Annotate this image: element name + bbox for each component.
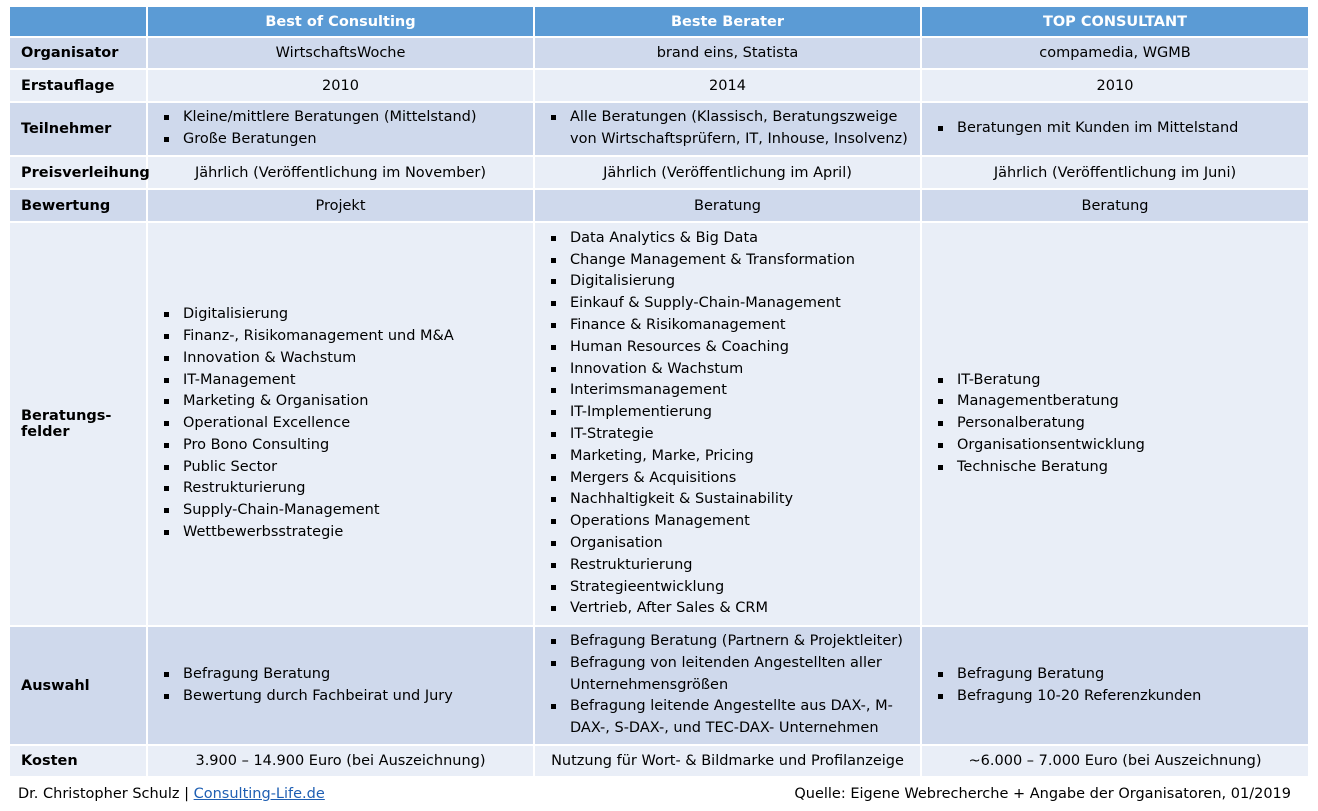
bullet-list [933, 370, 1297, 479]
row-label: Teilnehmer [9, 102, 147, 156]
row-preisverleihung [9, 156, 1309, 189]
cell: 3.900 – 14.900 Euro (bei Auszeichnung) [147, 745, 534, 777]
cell: Beratung [921, 189, 1309, 222]
list-item: Restrukturierung [183, 478, 522, 500]
row-bewertung [9, 189, 1309, 222]
cell: 2010 [147, 69, 534, 102]
list-item: IT-Strategie [570, 424, 909, 446]
list-item: Alle Beratungen (Klassisch, Beratungszweige von Wirtschaftsprüfern, IT, Inhouse, Insolvenz) [570, 107, 909, 151]
list-item: Supply-Chain-Management [183, 500, 522, 522]
list-item: Mergers & Acquisitions [570, 468, 909, 490]
bullet-list [933, 118, 1297, 140]
author-name: Dr. Christopher Schulz | [18, 786, 190, 802]
cell: Projekt [147, 189, 534, 222]
cell [921, 102, 1309, 156]
row-auswahl [9, 626, 1309, 745]
row-kosten [9, 745, 1309, 777]
cell: 2010 [921, 69, 1309, 102]
footer-source: Quelle: Eigene Webrecherche + Angabe der Organisatoren, 01/2019 [794, 786, 1291, 802]
cell [147, 222, 534, 626]
list-item: Beratungen mit Kunden im Mittelstand [957, 118, 1297, 140]
list-item: Personalberatung [957, 413, 1297, 435]
row-label: Preisverleihung [9, 156, 147, 189]
list-item: Kleine/mittlere Beratungen (Mittelstand) [183, 107, 522, 129]
cell: WirtschaftsWoche [147, 37, 534, 69]
list-item: Einkauf & Supply-Chain-Management [570, 293, 909, 315]
bullet-list [159, 664, 522, 708]
list-item: Befragung Beratung (Partnern & Projektleiter) [570, 631, 909, 653]
row-label: Organisator [9, 37, 147, 69]
list-item: Befragung Beratung [183, 664, 522, 686]
list-item: Operational Excellence [183, 413, 522, 435]
cell: Jährlich (Veröffentlichung im April) [534, 156, 921, 189]
list-item: IT-Beratung [957, 370, 1297, 392]
cell [921, 222, 1309, 626]
list-item: Digitalisierung [570, 271, 909, 293]
comparison-table [8, 5, 1310, 778]
list-item: Innovation & Wachstum [183, 348, 522, 370]
list-item: Interimsmanagement [570, 380, 909, 402]
row-beratungsfelder [9, 222, 1309, 626]
column-header: Beste Berater [534, 6, 921, 37]
cell [534, 222, 921, 626]
row-label: Auswahl [9, 626, 147, 745]
list-item: Marketing, Marke, Pricing [570, 446, 909, 468]
cell [147, 102, 534, 156]
list-item: Public Sector [183, 457, 522, 479]
header-row [9, 6, 1309, 37]
row-label: Bewertung [9, 189, 147, 222]
list-item: Organisationsentwicklung [957, 435, 1297, 457]
column-header: Best of Consulting [147, 6, 534, 37]
list-item: Pro Bono Consulting [183, 435, 522, 457]
column-header: TOP CONSULTANT [921, 6, 1309, 37]
list-item: Restrukturierung [570, 555, 909, 577]
list-item: Innovation & Wachstum [570, 359, 909, 381]
list-item: Nachhaltigkeit & Sustainability [570, 489, 909, 511]
list-item: Befragung leitende Angestellte aus DAX-, M-DAX-, S-DAX-, und TEC-DAX- Unternehmen [570, 696, 909, 740]
list-item: Digitalisierung [183, 304, 522, 326]
footer-author [18, 786, 325, 802]
list-item: Befragung 10-20 Referenzkunden [957, 686, 1297, 708]
list-item: Organisation [570, 533, 909, 555]
bullet-list [546, 107, 909, 151]
list-item: Befragung Beratung [957, 664, 1297, 686]
bullet-list [546, 228, 909, 620]
list-item: Operations Management [570, 511, 909, 533]
row-label: Erstauflage [9, 69, 147, 102]
row-label-line: Beratungs- [21, 408, 112, 424]
list-item: Technische Beratung [957, 457, 1297, 479]
row-erstauflage [9, 69, 1309, 102]
list-item: Befragung von leitenden Angestellten aller Unternehmensgrößen [570, 653, 909, 697]
list-item: Data Analytics & Big Data [570, 228, 909, 250]
list-item: Vertrieb, After Sales & CRM [570, 598, 909, 620]
row-teilnehmer [9, 102, 1309, 156]
cell: ~6.000 – 7.000 Euro (bei Auszeichnung) [921, 745, 1309, 777]
list-item: IT-Management [183, 370, 522, 392]
cell [147, 626, 534, 745]
list-item: Bewertung durch Fachbeirat und Jury [183, 686, 522, 708]
list-item: IT-Implementierung [570, 402, 909, 424]
cell: Nutzung für Wort- & Bildmarke und Profilanzeige [534, 745, 921, 777]
list-item: Marketing & Organisation [183, 391, 522, 413]
cell [921, 626, 1309, 745]
bullet-list [546, 631, 909, 740]
header-corner [9, 6, 147, 37]
row-label: Kosten [9, 745, 147, 777]
cell: Jährlich (Veröffentlichung im November) [147, 156, 534, 189]
list-item: Finanz-, Risikomanagement und M&A [183, 326, 522, 348]
bullet-list [933, 664, 1297, 708]
list-item: Wettbewerbsstrategie [183, 522, 522, 544]
row-label [9, 222, 147, 626]
row-organisator [9, 37, 1309, 69]
list-item: Managementberatung [957, 391, 1297, 413]
cell: Beratung [534, 189, 921, 222]
list-item: Große Beratungen [183, 129, 522, 151]
website-link[interactable]: Consulting-Life.de [193, 786, 325, 802]
cell: compamedia, WGMB [921, 37, 1309, 69]
cell [534, 626, 921, 745]
bullet-list [159, 304, 522, 544]
cell: 2014 [534, 69, 921, 102]
list-item: Change Management & Transformation [570, 250, 909, 272]
list-item: Human Resources & Coaching [570, 337, 909, 359]
list-item: Strategieentwicklung [570, 577, 909, 599]
cell: Jährlich (Veröffentlichung im Juni) [921, 156, 1309, 189]
cell [534, 102, 921, 156]
row-label-line: felder [21, 424, 70, 440]
bullet-list [159, 107, 522, 151]
cell: brand eins, Statista [534, 37, 921, 69]
list-item: Finance & Risikomanagement [570, 315, 909, 337]
